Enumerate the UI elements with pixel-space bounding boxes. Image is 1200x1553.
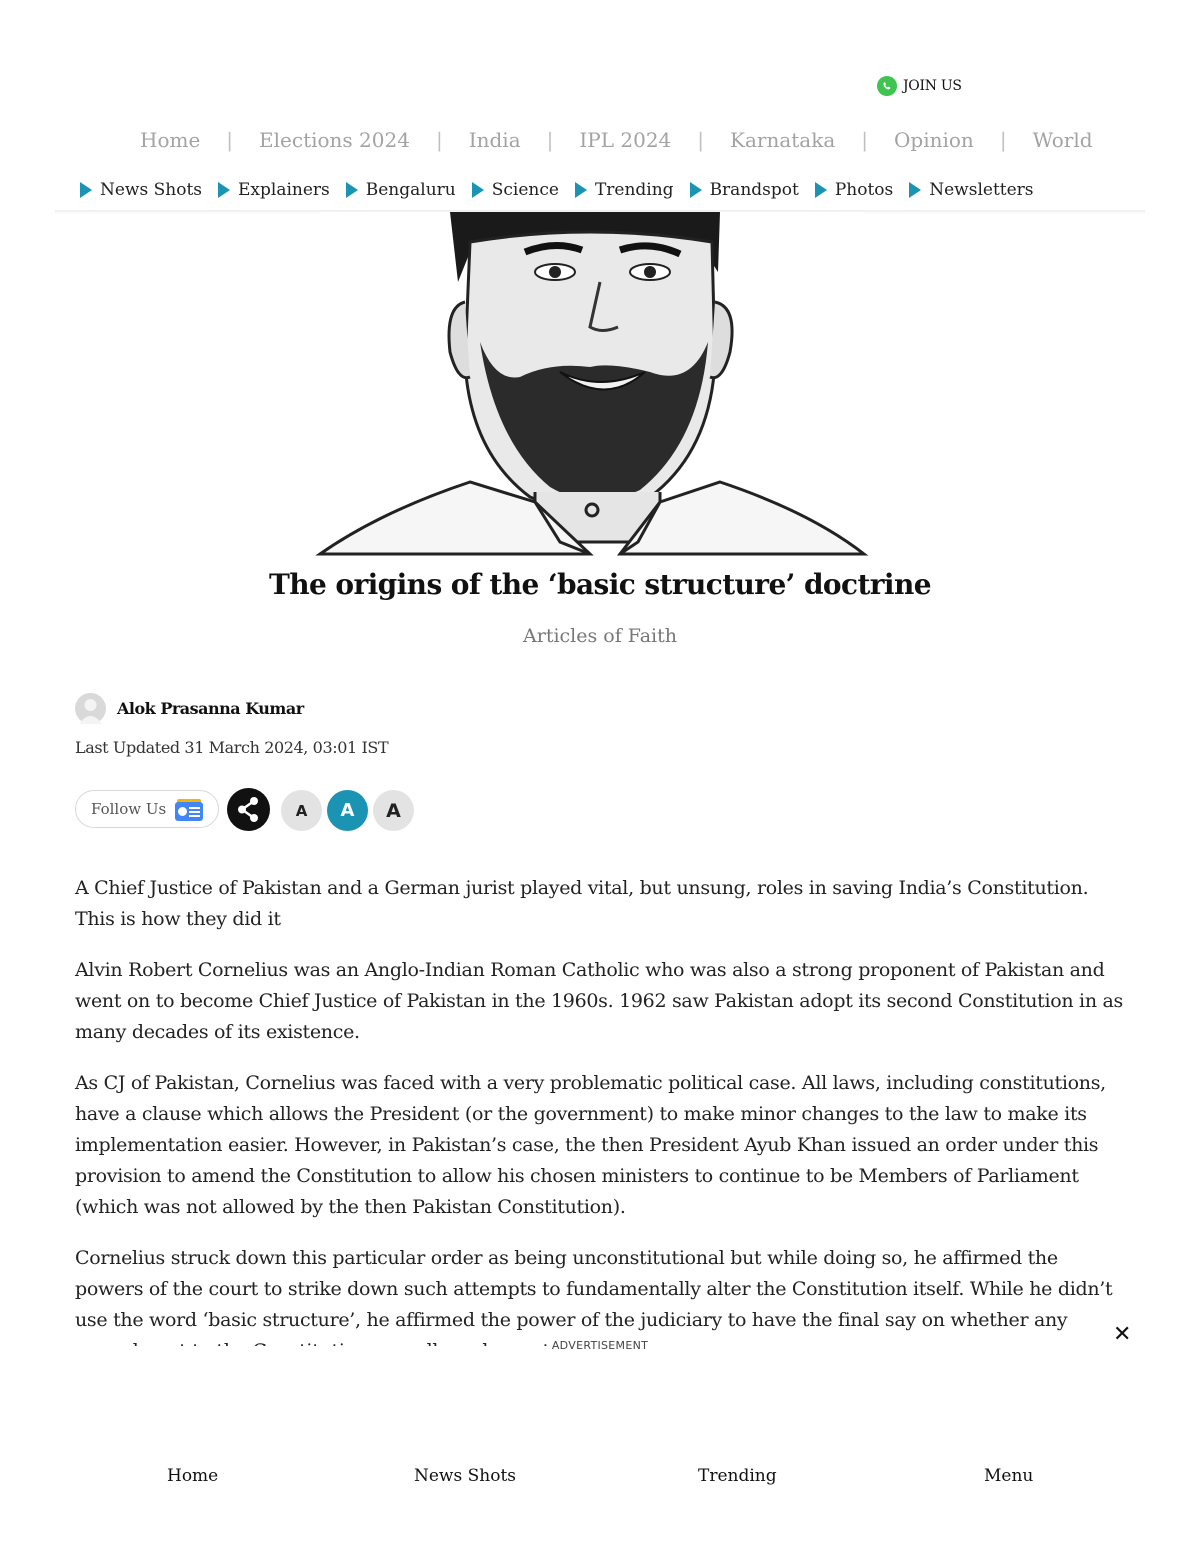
author-name[interactable]: Alok Prasanna Kumar [117, 699, 304, 718]
play-icon [575, 182, 587, 198]
primary-nav [140, 128, 1093, 162]
font-size-large-button[interactable]: A [373, 790, 414, 831]
advertisement-label: ADVERTISEMENT [551, 1339, 649, 1352]
secondary-nav [80, 180, 1050, 200]
nav-india[interactable]: India [468, 128, 521, 152]
last-updated: Last Updated 31 March 2024, 03:01 IST [75, 738, 389, 757]
share-icon [227, 788, 270, 831]
join-us-label: JOIN US [903, 78, 962, 94]
snav-label: Brandspot [709, 180, 799, 200]
font-size-small-button[interactable]: A [281, 790, 322, 831]
author-avatar[interactable] [75, 693, 106, 724]
whatsapp-icon [877, 76, 897, 96]
play-icon [690, 182, 702, 198]
advertisement-area [0, 1346, 1200, 1446]
play-icon [346, 182, 358, 198]
snav-brandspot[interactable] [690, 180, 799, 200]
snav-label: Newsletters [929, 180, 1034, 200]
bottom-nav-menu[interactable]: Menu [984, 1466, 1034, 1486]
nav-separator: | [226, 128, 234, 152]
nav-home[interactable]: Home [140, 128, 201, 152]
share-button[interactable] [227, 788, 270, 831]
snav-news-shots[interactable] [80, 180, 202, 200]
join-us-link[interactable] [877, 76, 962, 96]
article-body [75, 873, 1127, 1346]
nav-elections[interactable]: Elections 2024 [259, 128, 410, 152]
nav-separator: | [999, 128, 1007, 152]
nav-separator: | [697, 128, 705, 152]
article-kicker[interactable]: Articles of Faith [523, 625, 677, 647]
snav-label: Bengaluru [365, 180, 456, 200]
snav-bengaluru[interactable] [346, 180, 456, 200]
close-ad-icon[interactable]: ✕ [1113, 1322, 1132, 1347]
nav-karnataka[interactable]: Karnataka [730, 128, 836, 152]
snav-label: Science [491, 180, 559, 200]
article-title: The origins of the ‘basic structure’ doctrine [269, 568, 931, 601]
bottom-nav-trending[interactable]: Trending [698, 1466, 777, 1486]
font-size-medium-button[interactable]: A [327, 790, 368, 831]
nav-opinion[interactable]: Opinion [894, 128, 974, 152]
snav-explainers[interactable] [218, 180, 330, 200]
snav-trending[interactable] [575, 180, 674, 200]
bottom-nav-news-shots[interactable]: News Shots [414, 1466, 516, 1486]
bottom-nav-home[interactable]: Home [167, 1466, 219, 1486]
nav-ipl[interactable]: IPL 2024 [579, 128, 672, 152]
play-icon [218, 182, 230, 198]
nav-world[interactable]: World [1032, 128, 1093, 152]
nav-separator: | [435, 128, 443, 152]
snav-photos[interactable] [815, 180, 893, 200]
snav-label: News Shots [100, 180, 202, 200]
author-portrait-illustration [320, 212, 864, 554]
play-icon [80, 182, 92, 198]
nav-separator: | [861, 128, 869, 152]
follow-us-button[interactable] [75, 790, 219, 828]
snav-newsletters[interactable] [909, 180, 1033, 200]
snav-label: Explainers [238, 180, 330, 200]
play-icon [472, 182, 484, 198]
article-paragraph: As CJ of Pakistan, Cornelius was faced with a very problematic political case. All laws, including constitutions, have a clause which allows the President (or the government) to make minor changes to the law to make its implementation easier. However, in Pakistan’s case, the then President Ayub Khan issued an order under this provision to amend the Constitution to allow his chosen ministers to continue to be Members of Parliament (which was not allowed by the then Pakistan Constitution). [75, 1072, 1106, 1218]
snav-science[interactable] [472, 180, 559, 200]
nav-separator: | [546, 128, 554, 152]
snav-label: Trending [594, 180, 674, 200]
bottom-nav [0, 1466, 1200, 1494]
article-paragraph: A Chief Justice of Pakistan and a German jurist played vital, but unsung, roles in saving India’s Constitution. This is how they did it [75, 877, 1089, 930]
article-paragraph: Cornelius struck down this particular order as being unconstitutional but while doing so, he affirmed the powers of the court to strike down such attempts to fundamentally alter the Constitution itself. While he didn’t use the word ‘basic structure’, he affirmed the power of the judiciary to have the final say on whether any [75, 1247, 1113, 1331]
play-icon [909, 182, 921, 198]
article-paragraph: Alvin Robert Cornelius was an Anglo-Indian Roman Catholic who was also a strong proponent of Pakistan and went on to become Chief Justice of Pakistan in the 1960s. 1962 saw Pakistan adopt its second Constitution in as many decades of its existence. [75, 959, 1123, 1043]
follow-us-label: Follow Us [91, 800, 167, 818]
google-news-icon [174, 799, 204, 821]
snav-label: Photos [834, 180, 894, 200]
play-icon [815, 182, 827, 198]
